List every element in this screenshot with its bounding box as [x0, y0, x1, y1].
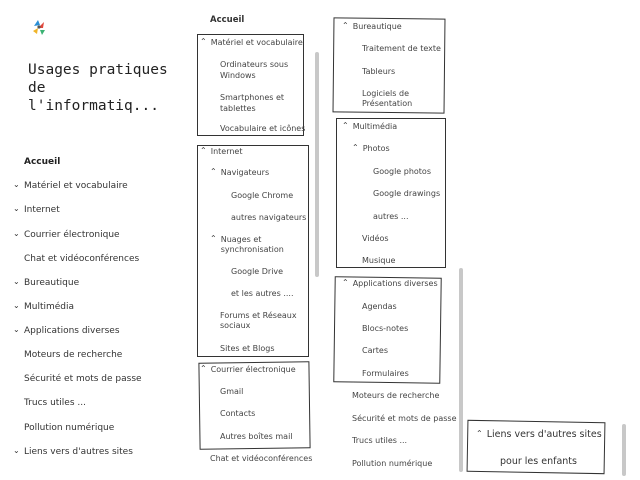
menu-item[interactable]: Cartes: [362, 346, 389, 355]
menu-item[interactable]: Vidéos: [362, 234, 389, 243]
sidebar-item[interactable]: [13, 181, 128, 191]
photos-header[interactable]: ⌃ Photos: [352, 143, 390, 153]
menu-item[interactable]: Google photos: [373, 167, 431, 176]
menu-item[interactable]: Google drawings: [373, 189, 441, 198]
menu-item[interactable]: Sites et Blogs: [220, 344, 275, 353]
menu-item[interactable]: Traitement de texte: [362, 44, 441, 53]
menu-item[interactable]: Contacts: [220, 409, 256, 418]
chevron-up-icon[interactable]: ⌃: [342, 121, 349, 130]
sidebar-item-label: Matériel et vocabulaire: [24, 181, 128, 191]
sidebar-item-label: Chat et vidéoconférences: [24, 254, 140, 264]
courrier-header[interactable]: ⌃ Courrier électronique: [200, 364, 296, 374]
site-logo-icon[interactable]: [28, 16, 50, 38]
sidebar-item[interactable]: [24, 423, 114, 433]
sidebar-item[interactable]: [24, 374, 142, 384]
sidebar-item[interactable]: [24, 350, 122, 360]
menu-item[interactable]: Moteurs de recherche: [352, 391, 440, 400]
nav-accueil[interactable]: Accueil: [210, 15, 245, 25]
menu-item[interactable]: Gmail: [220, 387, 244, 396]
menu-item[interactable]: Vocabulaire et icônes: [220, 124, 306, 133]
sidebar-item-label: Multimédia: [24, 302, 75, 312]
site-title[interactable]: Usages pratiques de l'informatiq...: [28, 62, 168, 114]
chevron-up-icon[interactable]: ⌃: [476, 429, 483, 438]
navigateurs-header[interactable]: ⌃ Navigateurs: [210, 167, 270, 177]
sidebar-item-label: Moteurs de recherche: [24, 350, 123, 360]
chevron-up-icon[interactable]: ⌃: [200, 146, 207, 155]
materiel-header[interactable]: ⌃ Matériel et vocabulaire: [200, 37, 303, 47]
sidebar-item-label: Accueil: [24, 157, 61, 167]
chevron-up-icon[interactable]: ⌃: [210, 234, 217, 243]
menu-item[interactable]: pour les enfants: [500, 456, 577, 467]
menu-item[interactable]: Google Chrome: [231, 191, 294, 200]
menu-item[interactable]: Blocs-notes: [362, 324, 409, 333]
menu-item[interactable]: Smartphones et tablettes: [220, 93, 285, 113]
scrollbar[interactable]: [315, 52, 319, 277]
internet-header[interactable]: ⌃ Internet: [200, 146, 243, 156]
nuages-header[interactable]: ⌃ Nuages et synchronisation: [210, 234, 284, 254]
chevron-down-icon[interactable]: ⌄: [13, 277, 20, 286]
sidebar-item-label: Courrier électronique: [24, 230, 120, 240]
sidebar-item[interactable]: [13, 447, 133, 457]
menu-item[interactable]: Logiciels de Présentation: [362, 89, 413, 108]
chevron-down-icon[interactable]: ⌄: [13, 229, 20, 238]
sidebar-item-label: Trucs utiles ...: [24, 398, 86, 408]
chevron-up-icon[interactable]: ⌃: [352, 143, 359, 152]
chevron-up-icon[interactable]: ⌃: [200, 364, 207, 373]
sidebar-item-label: Sécurité et mots de passe: [24, 374, 142, 384]
chevron-up-icon[interactable]: ⌃: [210, 167, 217, 176]
menu-item[interactable]: Agendas: [362, 302, 397, 311]
multimedia-header[interactable]: ⌃ Multimédia: [342, 121, 398, 131]
materiel-group-box: [197, 34, 304, 136]
menu-item[interactable]: Tableurs: [362, 67, 396, 76]
menu-item[interactable]: Chat et vidéoconférences: [210, 454, 313, 463]
menu-item[interactable]: Trucs utiles ...: [352, 436, 408, 445]
sidebar-item[interactable]: [13, 205, 60, 215]
scrollbar[interactable]: [459, 268, 463, 472]
scrollbar[interactable]: [622, 424, 626, 476]
menu-item[interactable]: autres ...: [373, 212, 409, 221]
menu-item[interactable]: Formulaires: [362, 369, 409, 378]
liens-header[interactable]: ⌃ Liens vers d'autres sites: [476, 429, 602, 440]
sidebar-item-label: Pollution numérique: [24, 423, 115, 433]
menu-item[interactable]: Musique: [362, 256, 396, 265]
menu-item[interactable]: Pollution numérique: [352, 459, 433, 468]
sidebar-item[interactable]: [24, 157, 60, 167]
chevron-up-icon[interactable]: ⌃: [342, 21, 349, 30]
sidebar-item[interactable]: [24, 398, 86, 408]
sidebar-item[interactable]: [13, 230, 120, 240]
menu-item[interactable]: Forums et Réseaux sociaux: [220, 311, 297, 330]
sidebar-item-label: Applications diverses: [24, 326, 120, 336]
sidebar-item[interactable]: [24, 254, 139, 264]
menu-item[interactable]: autres navigateurs: [231, 213, 307, 222]
chevron-down-icon[interactable]: ⌄: [13, 325, 20, 334]
chevron-down-icon[interactable]: ⌄: [13, 180, 20, 189]
sidebar-item[interactable]: [13, 278, 79, 288]
sidebar-item-label: Internet: [24, 205, 60, 215]
chevron-up-icon[interactable]: ⌃: [342, 278, 349, 287]
chevron-down-icon[interactable]: ⌄: [13, 446, 20, 455]
menu-item[interactable]: Google Drive: [231, 267, 284, 276]
chevron-up-icon[interactable]: ⌃: [200, 37, 207, 46]
menu-item[interactable]: et les autres ....: [231, 289, 294, 298]
sidebar-item[interactable]: [13, 326, 120, 336]
menu-item[interactable]: Sécurité et mots de passe: [352, 414, 457, 423]
menu-item[interactable]: Autres boîtes mail: [220, 432, 293, 441]
chevron-down-icon[interactable]: ⌄: [13, 301, 20, 310]
chevron-down-icon[interactable]: ⌄: [13, 204, 20, 213]
bureautique-header[interactable]: ⌃ Bureautique: [342, 21, 402, 31]
sidebar-item-label: Bureautique: [24, 278, 80, 288]
applications-header[interactable]: ⌃ Applications diverses: [342, 278, 438, 288]
sidebar-item[interactable]: [13, 302, 74, 312]
sidebar-item-label: Liens vers d'autres sites: [24, 447, 133, 457]
menu-item[interactable]: Ordinateurs sous Windows: [220, 60, 289, 80]
